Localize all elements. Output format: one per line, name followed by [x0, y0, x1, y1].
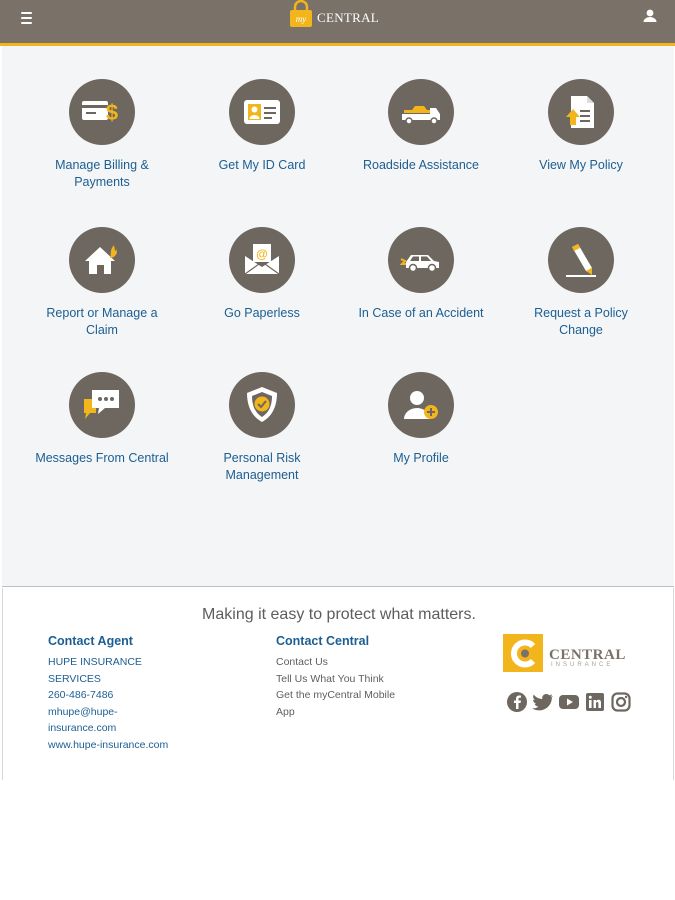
tile-personal-risk-management[interactable] [182, 372, 342, 484]
linkedin-icon[interactable] [584, 691, 606, 713]
tile-my-profile[interactable] [341, 372, 501, 467]
feedback-link[interactable]: Tell Us What You Think [276, 672, 384, 685]
tile-label: Request a Policy Change [534, 306, 628, 337]
tow-truck-icon [398, 89, 444, 135]
car-accident-icon [398, 237, 444, 283]
billing-dollar-card-icon [79, 89, 125, 135]
dashboard-tiles [2, 46, 674, 587]
tile-report-claim[interactable] [22, 227, 182, 339]
mobile-app-link[interactable]: App [276, 705, 295, 718]
tile-label: View My Policy [539, 158, 623, 172]
tile-label: Roadside Assistance [362, 158, 480, 172]
agent-name-line: HUPE INSURANCE [48, 656, 142, 668]
id-card-icon [239, 89, 285, 135]
email-envelope-icon [239, 237, 285, 283]
brand-name: CENTRAL [549, 647, 626, 663]
agent-email-link[interactable]: mhupe@hupe- [48, 705, 118, 718]
contact-agent-title: Contact Agent [48, 634, 133, 648]
instagram-icon[interactable] [610, 691, 632, 713]
tile-label: Personal Risk Management [223, 451, 301, 482]
tile-label: Manage Billing & Payments [55, 158, 149, 189]
footer-tagline: Making it easy to protect what matters. [202, 606, 476, 623]
hamburger-menu-icon[interactable] [14, 8, 40, 28]
mobile-app-link[interactable]: Get the myCentral Mobile [276, 689, 396, 701]
contact-central-section [276, 634, 395, 720]
agent-name-line: SERVICES [48, 672, 101, 685]
central-c-logo-icon [503, 634, 547, 674]
contact-central-title: Contact Central [276, 634, 370, 648]
pencil-edit-icon [558, 237, 604, 283]
lock-logo-icon [289, 0, 313, 28]
svg-text:my: my [295, 14, 307, 24]
tile-view-my-policy[interactable] [501, 79, 661, 174]
facebook-icon[interactable] [506, 691, 528, 713]
agent-email-link[interactable]: insurance.com [48, 722, 117, 734]
tile-label: Messages From Central [35, 451, 169, 465]
logo-text: CENTRAL [317, 10, 380, 25]
tile-label: My Profile [393, 451, 449, 465]
svg-text:@: @ [256, 247, 268, 261]
central-insurance-logo[interactable] [503, 634, 643, 674]
tile-get-id-card[interactable] [182, 79, 342, 174]
tile-label: Go Paperless [224, 306, 300, 320]
profile-add-icon [398, 382, 444, 428]
youtube-icon[interactable] [558, 691, 580, 713]
shield-check-icon [239, 382, 285, 428]
agent-phone-link[interactable]: 260-486-7486 [48, 689, 114, 701]
tile-go-paperless[interactable] [182, 227, 342, 322]
agent-website-link[interactable]: www.hupe-insurance.com [48, 738, 169, 751]
svg-text:$: $ [105, 100, 119, 125]
twitter-icon[interactable] [532, 691, 554, 713]
contact-agent-section [48, 634, 168, 753]
tile-request-policy-change[interactable] [501, 227, 661, 339]
policy-document-icon [558, 89, 604, 135]
social-links [506, 691, 632, 713]
tile-roadside-assistance[interactable] [341, 79, 501, 174]
contact-us-link[interactable]: Contact Us [276, 656, 328, 668]
tile-messages[interactable] [22, 372, 182, 467]
tile-label: In Case of an Accident [358, 306, 484, 320]
footer [2, 588, 674, 780]
tile-manage-billing[interactable] [22, 79, 182, 191]
tile-label: Report or Manage a Claim [46, 306, 158, 337]
tile-case-of-accident[interactable] [341, 227, 501, 322]
tile-label: Get My ID Card [218, 158, 306, 172]
house-fire-icon [79, 237, 125, 283]
top-nav-bar [0, 0, 675, 46]
chat-bubbles-icon [79, 382, 125, 428]
user-icon[interactable] [640, 6, 660, 26]
brand-sub: INSURANCE [551, 662, 614, 668]
